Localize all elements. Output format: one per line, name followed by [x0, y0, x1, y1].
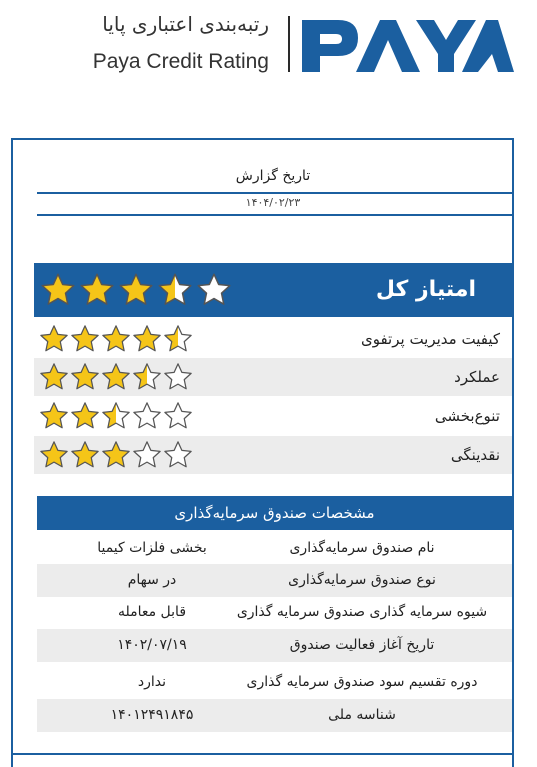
specs-value: ۱۴۰۱۲۴۹۱۸۴۵ [110, 707, 194, 723]
star-empty-icon [198, 274, 230, 304]
criteria-star-rating [39, 436, 199, 474]
star-full-icon [120, 274, 152, 304]
specs-value: بخشی فلزات کیمیا [97, 540, 207, 556]
star-full-icon [103, 326, 129, 351]
specs-key: نوع صندوق سرمایه‌گذاری [288, 572, 436, 588]
specs-key: نام صندوق سرمایه‌گذاری [289, 540, 435, 556]
criteria-row [34, 320, 512, 358]
specs-value: ۱۴۰۲/۰۷/۱۹ [117, 637, 187, 653]
star-empty-icon [134, 403, 160, 428]
star-empty-icon [165, 403, 191, 428]
star-full-icon [72, 403, 98, 428]
star-full-icon [103, 364, 129, 389]
star-rating-graphic [40, 272, 232, 308]
criteria-star-rating [39, 320, 199, 358]
date-rule-top [37, 192, 512, 194]
star-full-icon [42, 274, 74, 304]
specs-value: در سهام [127, 572, 177, 588]
star-half-icon [103, 403, 129, 428]
star-half-icon [165, 326, 191, 351]
criteria-label: تنوع‌بخشی [434, 407, 500, 425]
star-rating-graphic [39, 440, 193, 470]
star-rating-graphic [39, 401, 193, 431]
criteria-star-rating [39, 397, 199, 435]
specs-key: شناسه ملی [328, 707, 396, 723]
header-divider [288, 16, 290, 72]
specs-key: تاریخ آغاز فعالیت صندوق [289, 637, 435, 653]
frame-top-border [11, 138, 514, 140]
frame-bottom-border [11, 753, 514, 755]
criteria-star-rating [39, 358, 199, 396]
overall-score-label: امتیاز کل [375, 277, 477, 302]
specs-row [37, 699, 512, 732]
report-date-value: ۱۴۰۴/۰۲/۲۳ [245, 196, 301, 209]
criteria-label: کیفیت مدیریت پرتفوی [360, 330, 500, 348]
frame-left-border [11, 138, 13, 767]
specs-key: دوره تقسیم سود صندوق سرمایه گذاری [246, 674, 478, 690]
specs-value: ندارد [137, 674, 167, 690]
criteria-row [34, 397, 512, 435]
criteria-label: نقدینگی [450, 446, 500, 464]
specs-row [37, 666, 512, 699]
star-empty-icon [134, 442, 160, 467]
star-full-icon [72, 326, 98, 351]
specs-row [37, 532, 512, 565]
report-date-label: تاریخ گزارش [235, 168, 311, 184]
specs-table-header: مشخصات صندوق سرمایه‌گذاری [37, 496, 512, 530]
frame-right-border [512, 138, 514, 767]
star-half-icon [159, 274, 191, 304]
star-full-icon [41, 442, 67, 467]
star-half-icon [134, 364, 160, 389]
star-empty-icon [165, 364, 191, 389]
specs-key: شیوه سرمایه گذاری صندوق سرمایه گذاری [236, 604, 488, 620]
star-full-icon [41, 403, 67, 428]
overall-star-rating [34, 263, 244, 317]
star-full-icon [72, 364, 98, 389]
star-full-icon [81, 274, 113, 304]
criteria-label: عملکرد [454, 368, 500, 386]
star-full-icon [41, 364, 67, 389]
specs-row [37, 629, 512, 662]
paya-logo-icon [298, 14, 516, 76]
star-full-icon [103, 442, 129, 467]
star-full-icon [72, 442, 98, 467]
specs-value: قابل معامله [117, 604, 187, 620]
star-full-icon [134, 326, 160, 351]
specs-row [37, 596, 512, 629]
star-empty-icon [165, 442, 191, 467]
criteria-row [34, 358, 512, 396]
brand-name-fa: رتبه‌بندی اعتباری پایا [102, 12, 269, 36]
paya-logo [298, 14, 516, 76]
date-rule-bottom [37, 214, 512, 216]
star-rating-graphic [39, 362, 193, 392]
specs-row [37, 564, 512, 597]
star-full-icon [41, 326, 67, 351]
criteria-row [34, 436, 512, 474]
star-rating-graphic [39, 324, 193, 354]
brand-name-en: Paya Credit Rating [92, 50, 269, 73]
